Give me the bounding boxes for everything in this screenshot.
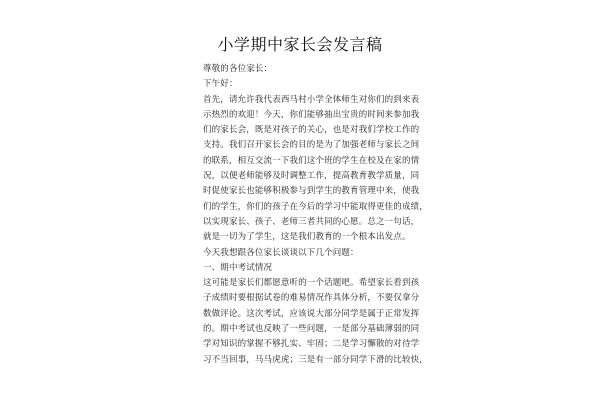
- text-line: 子成绩时要根据试卷的难易情况作具体分析，不要仅拿分: [203, 293, 420, 304]
- text-line: 况，以便老师能够及时调整工作，提高教育教学质量，同: [203, 171, 420, 182]
- document-body: [203, 62, 428, 368]
- text-line: 们的学生，你们的孩子在今后的学习中能取得更佳的成绩，: [203, 201, 428, 212]
- section-heading: 一、期中考试情况: [203, 262, 273, 273]
- text-line: 以实现家长、孩子、老师三者共同的心愿。总之一句话，: [203, 216, 420, 227]
- text-line: 习不当回事，马马虎虎；三是有一部分同学下滑的比较快，: [203, 354, 428, 365]
- text-line: 首先，请允许我代表西马村小学全体师生对你们的到来表: [203, 94, 420, 105]
- text-line: 的联系，相互交流一下我们这个班的学生在校及在家的情: [203, 155, 420, 166]
- text-line: 今天我想跟各位家长谈谈以下几个问题：: [203, 247, 359, 258]
- text-line: 就是一切为了学生，这是我们教育的一个根本出发点。: [203, 232, 411, 243]
- text-line: 下午好：: [203, 79, 238, 90]
- text-line: 示热烈的欢迎！今天，你们能够抽出宝贵的时间来参加我: [203, 109, 420, 120]
- text-line: 这可能是家长们都愿意听的一个话题吧。希望家长看到孩: [203, 278, 420, 289]
- text-line: 尊敬的各位家长：: [203, 64, 273, 74]
- text-line: 时促使家长也能够积极参与到学生的教育管理中来，使我: [203, 186, 420, 197]
- text-line: 数做评论。这次考试，应该说大部分同学是属于正常发挥: [203, 308, 420, 319]
- text-line: 们的家长会，既是对孩子的关心，也是对我们学校工作的: [203, 125, 420, 136]
- document-title: 小学期中家长会发言稿: [217, 35, 383, 54]
- text-line: 支持。我们召开家长会的目的是为了加强老师与家长之间: [203, 140, 420, 151]
- text-line: 学对知识的掌握不够扎实、牢固；二是学习懈散的对待学: [203, 339, 420, 350]
- text-line: 的。期中考试也反映了一些问题，一是部分基础薄弱的同: [203, 324, 420, 335]
